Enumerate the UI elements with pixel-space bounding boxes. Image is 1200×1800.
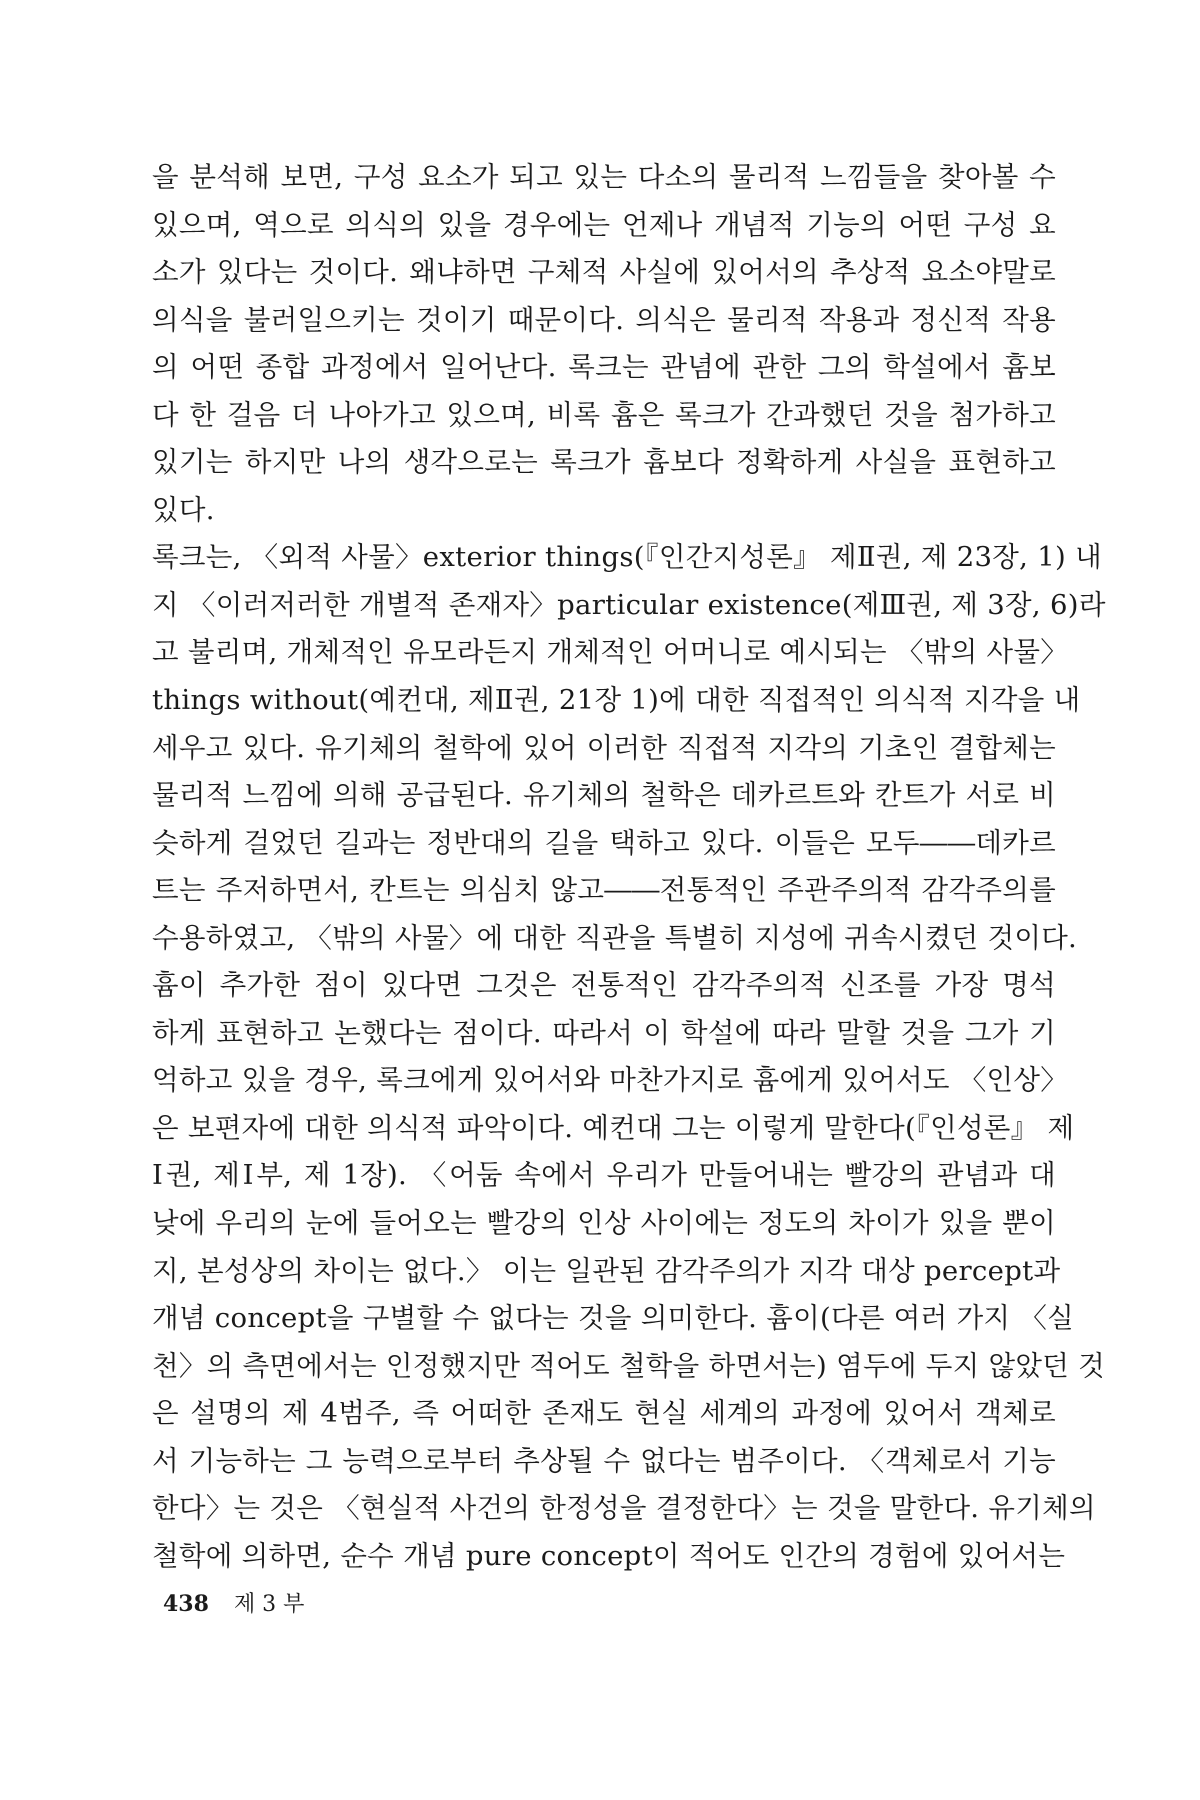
text-line: 서 기능하는 그 능력으로부터 추상될 수 없다는 범주이다. 〈객체로서 기능 [152, 1444, 1056, 1477]
text-line: 수용하였고, 〈밖의 사물〉에 대한 직관을 특별히 지성에 귀속시켰던 것이다. [152, 921, 1078, 954]
text-line: 세우고 있다. 유기체의 철학에 있어 이러한 직접적 지각의 기초인 결합체는 [152, 731, 1056, 764]
text-line: Ⅰ권, 제Ⅰ부, 제 1장). 〈어둠 속에서 우리가 만들어내는 빨강의 관념과 대 [152, 1159, 1056, 1192]
text-line: 을 분석해 보면, 구성 요소가 되고 있는 다소의 물리적 느낌들을 찾아볼 수 [152, 161, 1056, 193]
page-footer [163, 1587, 304, 1618]
text-line: 있으며, 역으로 의식의 있을 경우에는 언제나 개념적 기능의 어떤 구성 요 [152, 208, 1056, 241]
part-label: 제 3 부 [233, 1592, 305, 1617]
text-line: 철학에 의하면, 순수 개념 pure concept이 적어도 인간의 경험에 있어서는 [152, 1539, 1066, 1572]
page-number: 438 [163, 1591, 209, 1617]
text-line: 억하고 있을 경우, 록크에게 있어서와 마찬가지로 흄에게 있어서도 〈인상〉 [152, 1064, 1069, 1097]
text-line: 은 설명의 제 4범주, 즉 어떠한 존재도 현실 세계의 과정에 있어서 객체로 [152, 1397, 1056, 1430]
text-line: 있다. [152, 493, 215, 526]
text-line: 하게 표현하고 논했다는 점이다. 따라서 이 학설에 따라 말할 것을 그가 기 [152, 1016, 1056, 1049]
text-line: 록크는, 〈외적 사물〉exterior things(『인간지성론』 제Ⅱ권, 제 23장, 1) 내 [152, 541, 1102, 574]
text-line: things without(예컨대, 제Ⅱ권, 21장 1)에 대한 직접적인 의식적 지각을 내 [152, 684, 1081, 717]
text-line: 천〉의 측면에서는 인정했지만 적어도 철학을 하면서는) 염두에 두지 않았던 것 [152, 1349, 1106, 1382]
text-line: 고 불리며, 개체적인 유모라든지 개체적인 어머니로 예시되는 〈밖의 사물〉 [152, 636, 1069, 669]
text-line: 의 어떤 종합 과정에서 일어난다. 록크는 관념에 관한 그의 학설에서 흄보 [152, 351, 1056, 384]
text-line: 물리적 느낌에 의해 공급된다. 유기체의 철학은 데카르트와 칸트가 서로 비 [152, 779, 1056, 812]
text-line: 다 한 걸음 더 나아가고 있으며, 비록 흄은 록크가 간과했던 것을 첨가하고 [152, 398, 1056, 431]
text-line: 개념 concept을 구별할 수 없다는 것을 의미한다. 흄이(다른 여러 가지 〈실 [152, 1302, 1075, 1335]
text-line: 트는 주저하면서, 칸트는 의심치 않고――전통적인 주관주의적 감각주의를 [152, 874, 1056, 907]
text-line: 지 〈이러저러한 개별적 존재자〉particular existence(제Ⅲ권, 제 3장, 6)라 [152, 588, 1106, 621]
text-line: 의식을 불러일으키는 것이기 때문이다. 의식은 물리적 작용과 정신적 작용 [152, 303, 1056, 336]
text-line: 지, 본성상의 차이는 없다.〉 이는 일관된 감각주의가 지각 대상 percept과 [152, 1254, 1061, 1287]
body-text [152, 154, 1106, 1580]
text-line: 슷하게 걸었던 길과는 정반대의 길을 택하고 있다. 이들은 모두――데카르 [152, 826, 1056, 859]
text-line: 흄이 추가한 점이 있다면 그것은 전통적인 감각주의적 신조를 가장 명석 [152, 969, 1056, 1002]
text-line: 은 보편자에 대한 의식적 파악이다. 예컨대 그는 이렇게 말한다(『인성론』 제 [152, 1111, 1075, 1144]
text-line: 한다〉는 것은 〈현실적 사건의 한정성을 결정한다〉는 것을 말한다. 유기체의 [152, 1492, 1096, 1525]
text-line: 낮에 우리의 눈에 들어오는 빨강의 인상 사이에는 정도의 차이가 있을 뿐이 [152, 1207, 1056, 1240]
text-line: 소가 있다는 것이다. 왜냐하면 구체적 사실에 있어서의 추상적 요소야말로 [152, 256, 1056, 289]
text-line: 있기는 하지만 나의 생각으로는 록크가 흄보다 정확하게 사실을 표현하고 [152, 446, 1056, 479]
